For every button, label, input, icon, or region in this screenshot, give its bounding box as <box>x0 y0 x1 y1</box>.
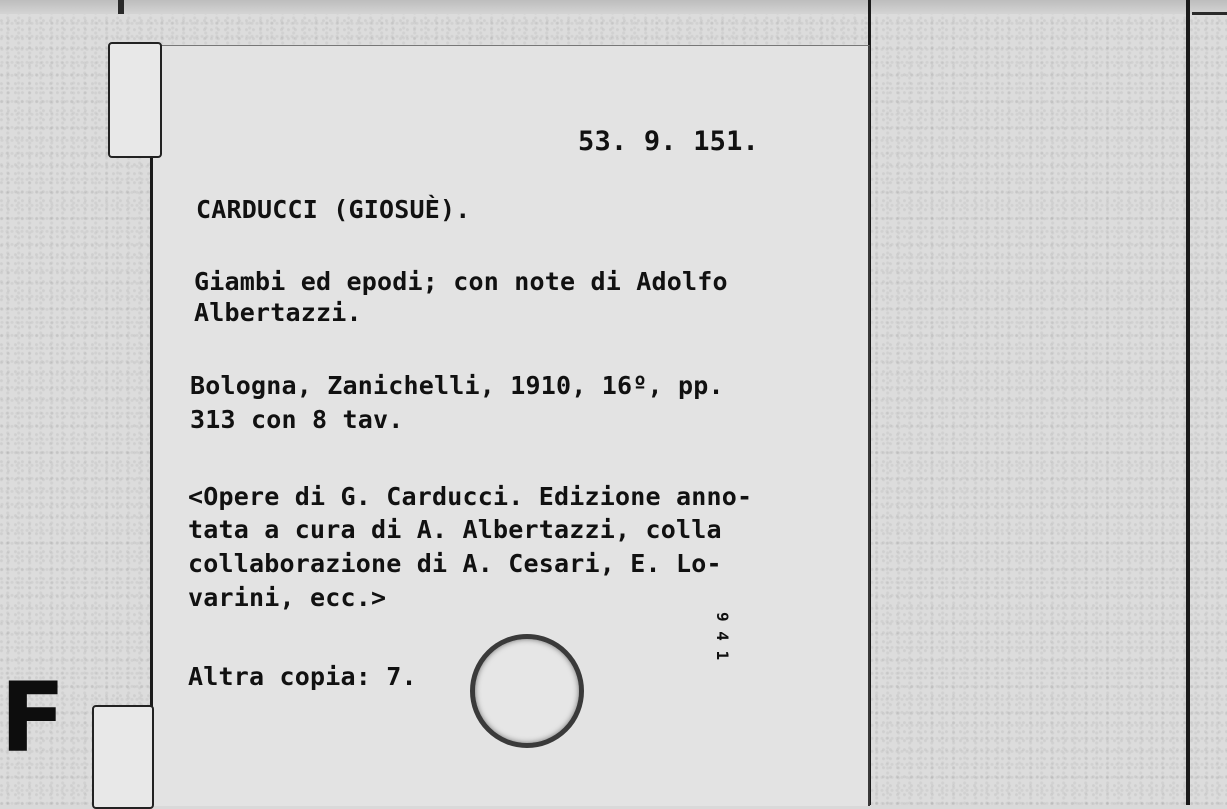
title-line: Albertazzi. <box>194 298 362 327</box>
neighbour-card-top-edge <box>0 0 1227 14</box>
side-stamp: 9 4 1 <box>713 612 732 661</box>
neighbour-card-border-right <box>1186 0 1190 805</box>
series-note-line: <Opere di G. Carducci. Edizione anno- <box>188 482 753 511</box>
author-heading: CARDUCCI (GIOSUÈ). <box>196 195 471 224</box>
series-note-line: tata a cura di A. Albertazzi, colla <box>188 515 722 544</box>
shelfmark: 53. 9. 151. <box>578 126 760 157</box>
series-note-line: varini, ecc.> <box>188 583 387 612</box>
imprint-line: 313 con 8 tav. <box>190 405 404 434</box>
margin-letter: F <box>0 662 66 774</box>
series-note-line: collaborazione di A. Cesari, E. Lo- <box>188 549 722 578</box>
top-clip-mark <box>118 0 124 14</box>
title-line: Giambi ed epodi; con note di Adolfo <box>194 267 728 296</box>
right-edge-line <box>1192 12 1227 15</box>
imprint-line: Bologna, Zanichelli, 1910, 16º, pp. <box>190 371 724 400</box>
card-clip-top <box>108 42 162 158</box>
punch-hole <box>470 634 584 748</box>
card-clip-bottom <box>92 705 154 809</box>
other-copy-note: Altra copia: 7. <box>188 662 417 691</box>
